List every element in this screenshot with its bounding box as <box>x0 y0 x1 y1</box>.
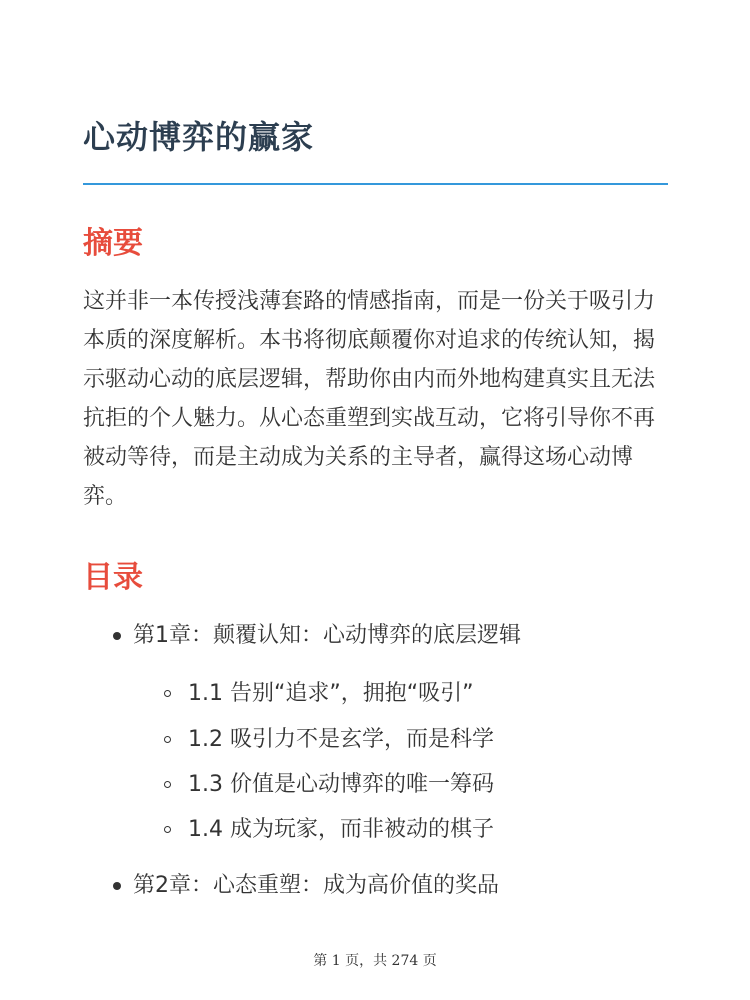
title-divider <box>83 183 668 185</box>
bullet-circle-icon <box>164 781 171 788</box>
document-title: 心动博弈的赢家 <box>83 118 315 156</box>
bullet-disc-icon <box>113 882 121 890</box>
toc-chapter-2[interactable]: 第2章：心态重塑：成为高价值的奖品 <box>133 873 499 898</box>
toc-section-1-3[interactable]: 1.3 价值是心动博弈的唯一筹码 <box>188 772 494 797</box>
bullet-circle-icon <box>164 736 171 743</box>
abstract-paragraph: 这并非一本传授浅薄套路的情感指南，而是一份关于吸引力本质的深度解析。本书将彻底颠覆你对追求的传统认知，揭示驱动心动的底层逻辑，帮助你由内而外地构建真实且无法抗拒的个人魅力。从心态重塑到实战互动，它将引导你不再被动等待，而是主动成为关系的主导者，赢得这场心动博弈。 <box>83 289 656 509</box>
bullet-circle-icon <box>164 826 171 833</box>
bullet-circle-icon <box>164 690 171 697</box>
toc-chapter-1[interactable]: 第1章：颠覆认知：心动博弈的底层逻辑 <box>133 623 521 648</box>
toc-heading: 目录 <box>83 560 143 595</box>
toc-section-1-1[interactable]: 1.1 告别“追求”，拥抱“吸引” <box>188 681 474 706</box>
toc-section-1-2[interactable]: 1.2 吸引力不是玄学，而是科学 <box>188 727 494 752</box>
page-indicator: 第 1 页，共 274 页 <box>313 953 437 969</box>
abstract-heading: 摘要 <box>83 226 143 261</box>
bullet-disc-icon <box>113 632 121 640</box>
toc-section-1-4[interactable]: 1.4 成为玩家，而非被动的棋子 <box>188 817 494 842</box>
